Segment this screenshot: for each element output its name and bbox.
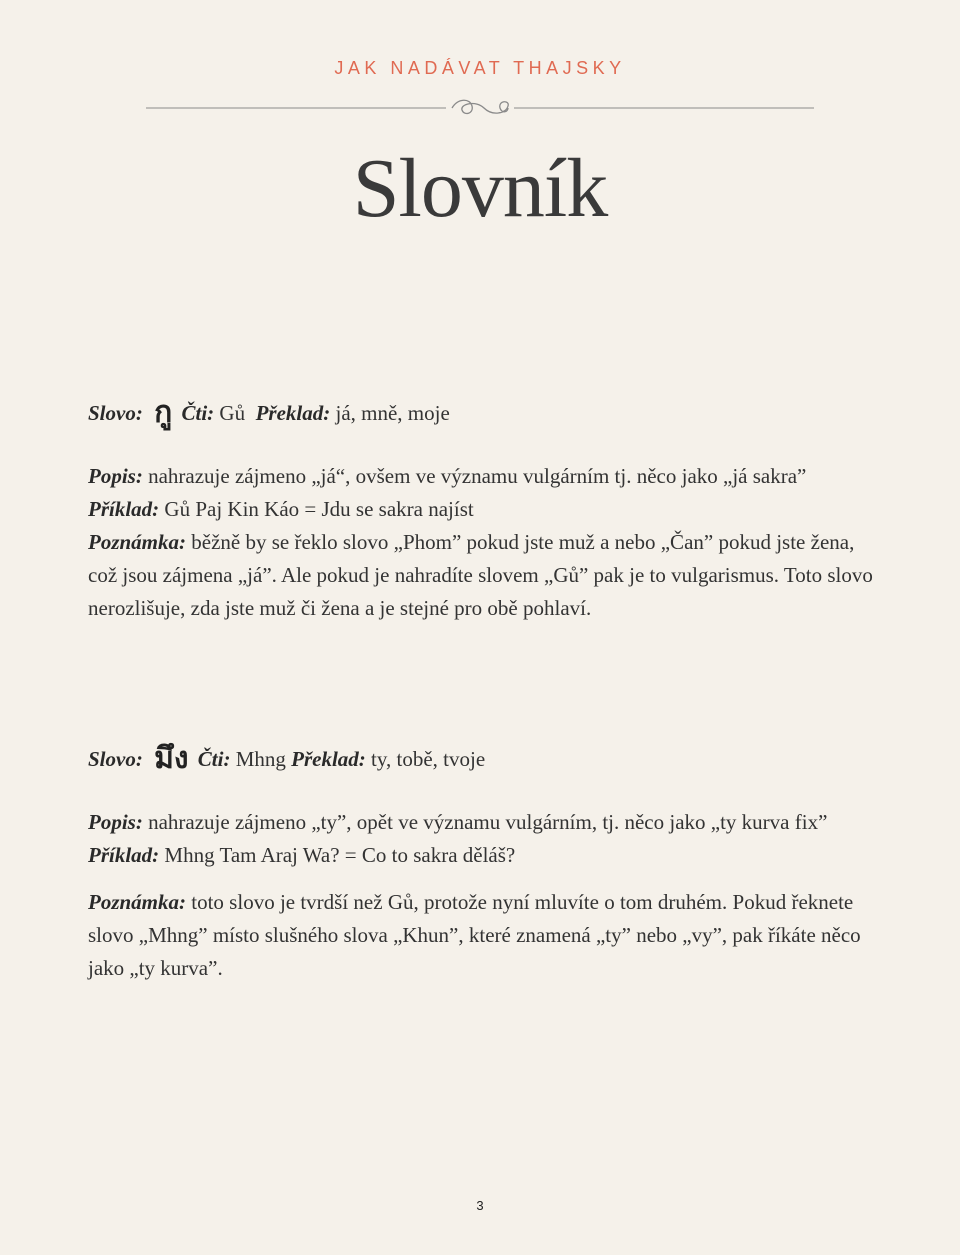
translation: ty, tobě, tvoje xyxy=(371,747,486,771)
preklad-label: Překlad: xyxy=(255,401,331,425)
dictionary-entry xyxy=(88,742,878,985)
page-number: 3 xyxy=(476,1198,484,1213)
cti-label: Čti: xyxy=(181,401,215,425)
priklad-label: Příklad: xyxy=(88,843,160,867)
poznamka-label: Poznámka: xyxy=(88,530,187,554)
note-paragraph xyxy=(88,526,878,625)
priklad-label: Příklad: xyxy=(88,497,160,521)
entry-headline xyxy=(88,742,878,776)
translation: já, mně, moje xyxy=(335,401,450,425)
description-paragraph xyxy=(88,806,878,839)
reading: Gů xyxy=(219,401,246,425)
note-text: běžně by se řeklo slovo „Phom” pokud jste muž a nebo „Čan” pokud jste žena, což jsou zájmena „já”. Ale pokud je nahradíte slovem „Gů” pak je to vulgarismus. Toto slovo nerozlišuje, zda jste muž či žena a je stejné pro obě pohlaví. xyxy=(88,530,873,620)
slovo-label: Slovo: xyxy=(88,747,143,771)
preklad-label: Překlad: xyxy=(291,747,366,771)
slovo-label: Slovo: xyxy=(88,401,143,425)
ornamental-divider xyxy=(146,96,814,120)
example-paragraph xyxy=(88,839,878,872)
cti-label: Čti: xyxy=(197,747,231,771)
reading: Mhng xyxy=(235,747,286,771)
note-text: toto slovo je tvrdší než Gů, protože nyní mluvíte o tom druhém. Pokud řeknete slovo „Mhng” místo slušného slova „Khun”, které znamená „ty” nebo „vy”, pak říkáte něco jako „ty kurva”. xyxy=(88,890,861,980)
description-text: nahrazuje zájmeno „ty”, opět ve významu vulgárním, tj. něco jako „ty kurva fix” xyxy=(148,810,828,834)
entry-headline xyxy=(88,396,878,430)
thai-word: กู xyxy=(154,395,173,430)
section-kicker: JAK NADÁVAT THAJSKY xyxy=(334,58,626,78)
popis-label: Popis: xyxy=(88,810,143,834)
description-paragraph xyxy=(88,460,878,493)
description-text: nahrazuje zájmeno „já“, ovšem ve významu vulgárním tj. něco jako „já sakra” xyxy=(148,464,807,488)
dictionary-entry xyxy=(88,396,878,625)
thai-word: มึง xyxy=(154,741,189,776)
note-paragraph xyxy=(88,886,878,985)
example-text: Mhng Tam Araj Wa? = Co to sakra děláš? xyxy=(164,843,516,867)
example-paragraph xyxy=(88,493,878,526)
poznamka-label: Poznámka: xyxy=(88,890,187,914)
popis-label: Popis: xyxy=(88,464,143,488)
example-text: Gů Paj Kin Káo = Jdu se sakra najíst xyxy=(164,497,474,521)
page-title: Slovník xyxy=(352,142,608,235)
